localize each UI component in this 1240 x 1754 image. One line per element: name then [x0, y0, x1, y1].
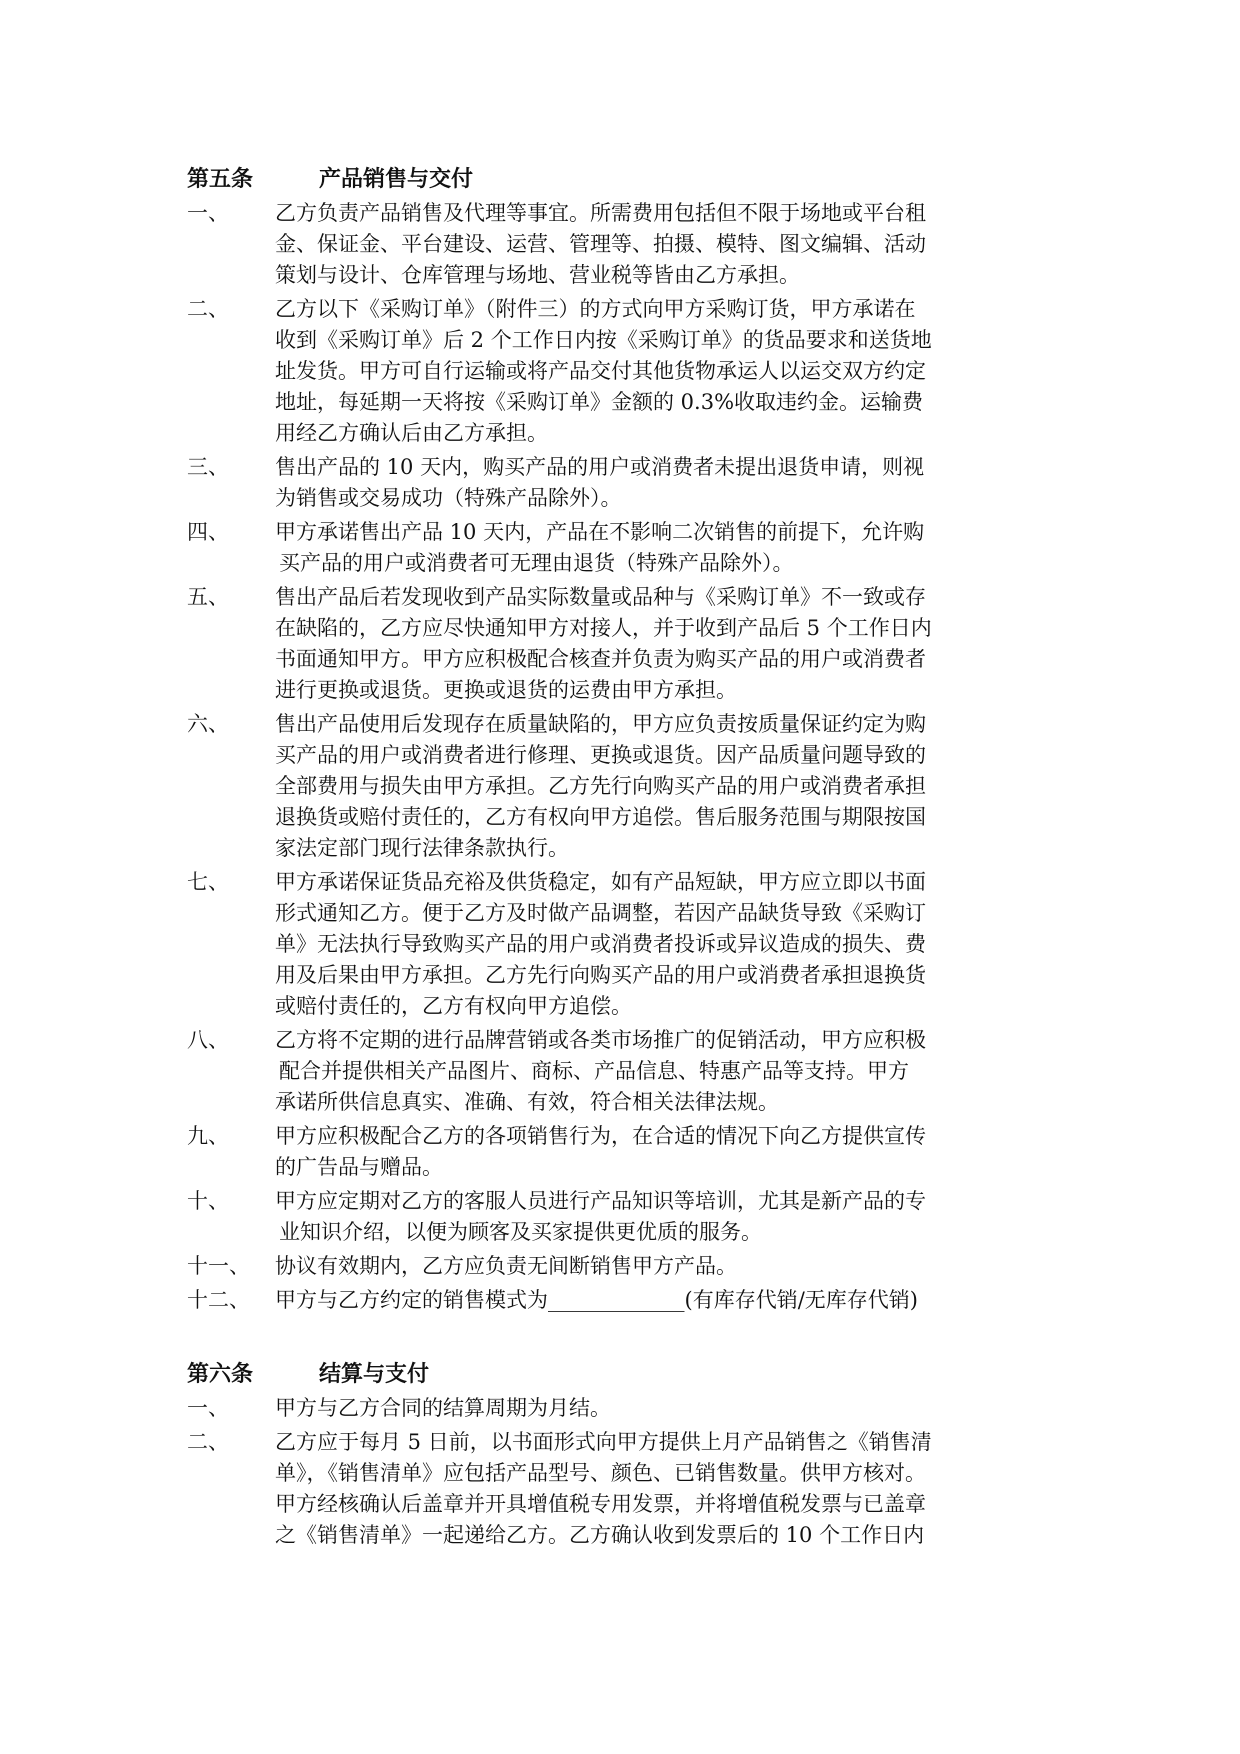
clause-body [275, 1186, 1057, 1248]
clause-line: 单》，《销售清单》应包括产品型号、颜色、已销售数量。供甲方核对。 [275, 1461, 926, 1485]
clause-7 [187, 867, 1067, 1022]
clause-body [275, 582, 1057, 706]
clause-body [275, 294, 1057, 449]
clause-10 [187, 1186, 1067, 1248]
clause-3 [187, 452, 1067, 514]
clause-line: 业知识介绍，以便为顾客及买家提供更优质的服务。 [279, 1220, 762, 1244]
clause-line: 售出产品的 10 天内，购买产品的用户或消费者未提出退货申请，则视 [275, 455, 925, 479]
clause-line: 或赔付责任的，乙方有权向甲方追偿。 [275, 994, 632, 1018]
clause-line: 的广告品与赠品。 [275, 1155, 443, 1179]
clause-marker: 六、 [187, 712, 229, 736]
clause-marker: 七、 [187, 870, 229, 894]
clause-line: 进行更换或退货。更换或退货的运费由甲方承担。 [275, 678, 737, 702]
clause-line: 地址，每延期一天将按《采购订单》金额的 0.3%收取违约金。运输费 [275, 390, 924, 414]
clause-line: 甲方应积极配合乙方的各项销售行为，在合适的情况下向乙方提供宣传 [275, 1124, 926, 1148]
clause-line: 家法定部门现行法律条款执行。 [275, 836, 569, 860]
clause-line: 单》无法执行导致购买产品的用户或消费者投诉或异议造成的损失、费 [275, 932, 926, 956]
clause-1 [187, 1393, 1067, 1424]
clause-body [275, 1393, 1057, 1424]
section-article-6 [187, 1359, 1067, 1554]
clause-marker: 一、 [187, 1396, 229, 1420]
clause-2 [187, 294, 1067, 449]
clause-line: 乙方应于每月 5 日前，以书面形式向甲方提供上月产品销售之《销售清 [275, 1430, 932, 1454]
clause-body [275, 867, 1057, 1022]
clause-line: 金、保证金、平台建设、运营、管理等、拍摄、模特、图文编辑、活动 [275, 232, 926, 256]
clause-line: 为销售或交易成功（特殊产品除外）。 [275, 486, 622, 510]
clause-marker: 二、 [187, 1430, 229, 1454]
article-number: 第五条 [187, 167, 254, 192]
clause-line: 买产品的用户或消费者可无理由退货（特殊产品除外）。 [279, 551, 794, 575]
clause-body [275, 709, 1057, 864]
clause-line: 在缺陷的，乙方应尽快通知甲方对接人，并于收到产品后 5 个工作日内 [275, 616, 932, 640]
clause-line: 之《销售清单》一起递给乙方。乙方确认收到发票后的 10 个工作日内 [275, 1523, 925, 1547]
clause-marker: 十二、 [187, 1288, 250, 1312]
clause-marker: 十一、 [187, 1254, 250, 1278]
clause-line: 甲方与乙方合同的结算周期为月结。 [275, 1396, 611, 1420]
section-heading [187, 164, 1067, 196]
clause-body [275, 1121, 1057, 1183]
clause-marker: 一、 [187, 201, 229, 225]
clause-body [275, 1285, 1057, 1316]
article-title: 产品销售与交付 [319, 167, 474, 192]
clause-marker: 九、 [187, 1124, 229, 1148]
clause-line: 甲方承诺保证货品充裕及供货稳定，如有产品短缺，甲方应立即以书面 [275, 870, 926, 894]
clause-line: 售出产品后若发现收到产品实际数量或品种与《采购订单》不一致或存 [275, 585, 926, 609]
clause-12 [187, 1285, 1067, 1316]
clause-marker: 八、 [187, 1028, 229, 1052]
section-heading [187, 1359, 1067, 1391]
clause-8 [187, 1025, 1067, 1118]
clause-line: 配合并提供相关产品图片、商标、产品信息、特惠产品等支持。甲方 [279, 1059, 909, 1083]
clause-1 [187, 198, 1067, 291]
clause-line: 址发货。甲方可自行运输或将产品交付其他货物承运人以运交双方约定 [275, 359, 926, 383]
clause-body [275, 198, 1057, 291]
clause-5 [187, 582, 1067, 706]
clause-9 [187, 1121, 1067, 1183]
article-number: 第六条 [187, 1362, 254, 1387]
clause-6 [187, 709, 1067, 864]
clause-body [275, 1025, 1057, 1118]
clause-line: 承诺所供信息真实、准确、有效，符合相关法律法规。 [275, 1090, 779, 1114]
clause-line: 乙方负责产品销售及代理等事宜。所需费用包括但不限于场地或平台租 [275, 201, 926, 225]
clause-line: 甲方承诺售出产品 10 天内，产品在不影响二次销售的前提下，允许购 [275, 520, 925, 544]
clause-4 [187, 517, 1067, 579]
clause-body [275, 1251, 1057, 1282]
clause-line: 收到《采购订单》后 2 个工作日内按《采购订单》的货品要求和送货地 [275, 328, 932, 352]
clause-11 [187, 1251, 1067, 1282]
clause-2 [187, 1427, 1067, 1551]
clause-line: 买产品的用户或消费者进行修理、更换或退货。因产品质量问题导致的 [275, 743, 926, 767]
clause-marker: 四、 [187, 520, 229, 544]
clause-line: 甲方与乙方约定的销售模式为_____________(有库存代销/无库存代销) [275, 1288, 918, 1312]
clause-line: 甲方应定期对乙方的客服人员进行产品知识等培训，尤其是新产品的专 [275, 1189, 926, 1213]
clause-line: 乙方以下《采购订单》（附件三）的方式向甲方采购订货，甲方承诺在 [275, 297, 916, 321]
clause-body [275, 1427, 1057, 1551]
clause-line: 全部费用与损失由甲方承担。乙方先行向购买产品的用户或消费者承担 [275, 774, 926, 798]
section-article-5 [187, 164, 1067, 1319]
clause-line: 乙方将不定期的进行品牌营销或各类市场推广的促销活动，甲方应积极 [275, 1028, 926, 1052]
clause-line: 书面通知甲方。甲方应积极配合核查并负责为购买产品的用户或消费者 [275, 647, 926, 671]
clause-line: 协议有效期内，乙方应负责无间断销售甲方产品。 [275, 1254, 737, 1278]
clause-line: 用经乙方确认后由乙方承担。 [275, 421, 548, 445]
clause-line: 用及后果由甲方承担。乙方先行向购买产品的用户或消费者承担退换货 [275, 963, 926, 987]
article-title: 结算与支付 [319, 1362, 430, 1387]
clause-line: 策划与设计、仓库管理与场地、营业税等皆由乙方承担。 [275, 263, 800, 287]
clause-marker: 五、 [187, 585, 229, 609]
clause-line: 退换货或赔付责任的，乙方有权向甲方追偿。售后服务范围与期限按国 [275, 805, 926, 829]
clause-line: 甲方经核确认后盖章并开具增值税专用发票，并将增值税发票与已盖章 [275, 1492, 926, 1516]
clause-line: 形式通知乙方。便于乙方及时做产品调整，若因产品缺货导致《采购订 [275, 901, 926, 925]
clause-body [275, 452, 1057, 514]
clause-line: 售出产品使用后发现存在质量缺陷的，甲方应负责按质量保证约定为购 [275, 712, 926, 736]
clause-body [275, 517, 1057, 579]
clause-marker: 三、 [187, 455, 229, 479]
clause-marker: 二、 [187, 297, 229, 321]
clause-marker: 十、 [187, 1189, 229, 1213]
